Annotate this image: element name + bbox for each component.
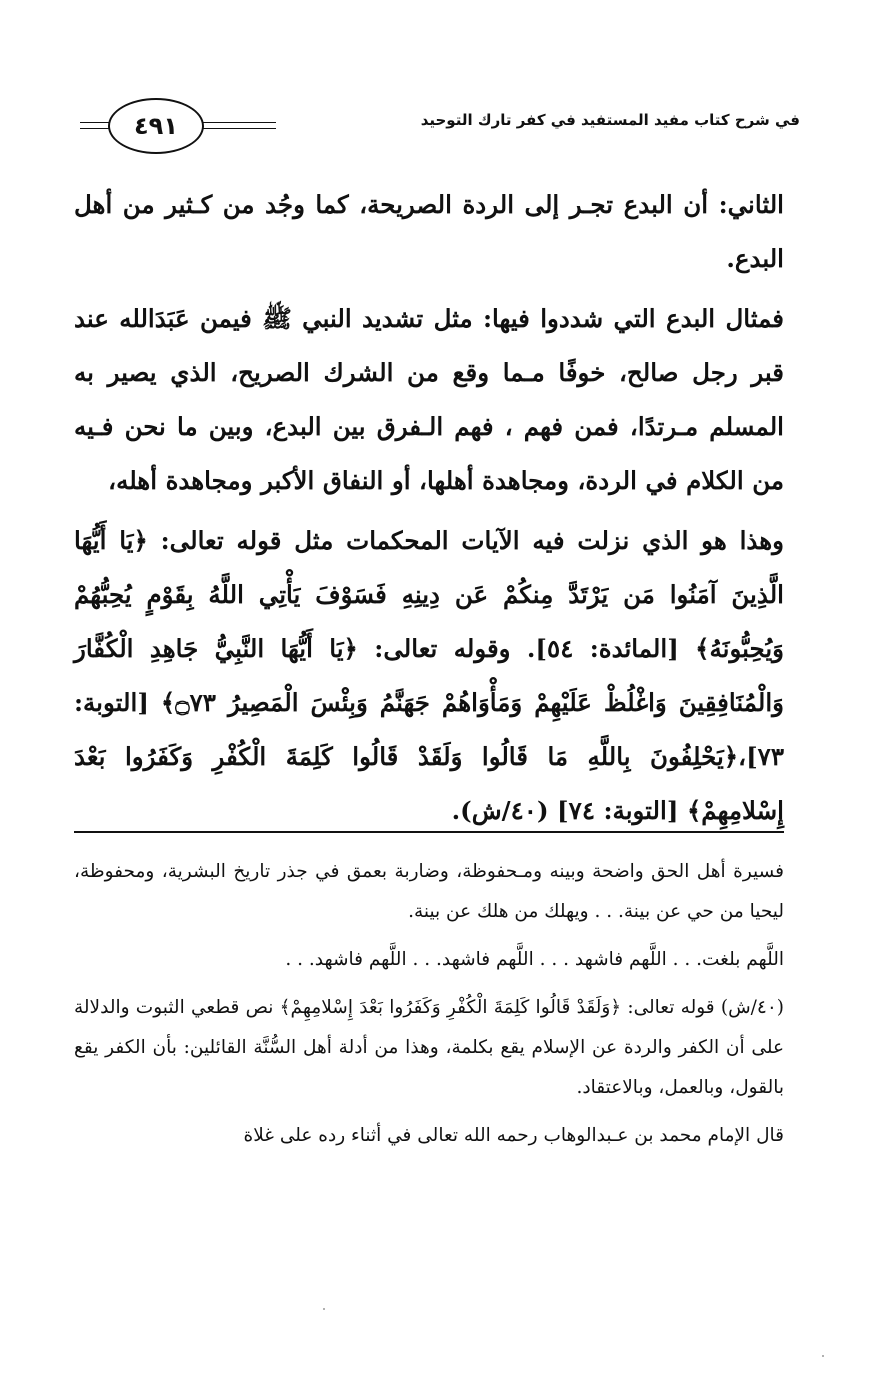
page-header [70,96,800,166]
footnotes [74,852,784,1156]
page-number-oval [108,98,204,154]
page-number: ٤٩١ [134,112,178,140]
main-text [74,178,784,838]
running-title: في شرح كتاب مفيد المستفيد في كفر تارك التوحيد [420,111,800,129]
scan-speck [822,1355,824,1357]
footnote-paragraph: قال الإمام محمد بن عـبدالوهاب رحمه الله تعالى في أثناء رده على غلاة [243,1125,784,1146]
paragraph: فمثال البدع التي شددوا فيها: مثل تشديد النبي ﷺ فيمن عَبَدَالله عند قبر رجل صالح، خوفًا مـما وقع من الشرك الصريح، الذي يصير به المسلم مـرتدًا، فمن فهم ، فهم الـفرق بين البدع، وبين ما نحن فـيه من الكلام في الردة، ومجاهدة أهلها، أو النفاق الأكبر ومجاهدة أهله، [74,304,784,495]
scan-speck [323,1308,325,1310]
paragraph: وهذا هو الذي نزلت فيه الآيات المحكمات مثل قوله تعالى: ﴿يَا أَيُّهَا الَّذِينَ آمَنُوا مَن يَرْتَدَّ مِنكُمْ عَن دِينِهِ فَسَوْفَ يَأْتِي اللَّهُ بِقَوْمٍ يُحِبُّهُمْ وَيُحِبُّونَهُ﴾ [المائدة: ٥٤]. وقوله تعالى: ﴿يَا أَيُّهَا النَّبِيُّ جَاهِدِ الْكُفَّارَ وَالْمُنَافِقِينَ وَاغْلُظْ عَلَيْهِمْ وَمَأْوَاهُمْ جَهَنَّمُ وَبِئْسَ الْمَصِيرُ ۝٧٣﴾ [التوبة: ٧٣]،﴿يَحْلِفُونَ بِاللَّهِ مَا قَالُوا وَلَقَدْ قَالُوا كَلِمَةَ الْكُفْرِ وَكَفَرُوا بَعْدَ إِسْلامِهِمْ﴾ [التوبة: ٧٤] (٤٠/ش). [74,526,785,825]
footnote-paragraph: اللَّهم بلغت. . . اللَّهم فاشهد . . . اللَّهم فاشهد. . . اللَّهم فاشهد. . . [285,949,784,970]
header-double-rule [198,122,276,129]
footnote-paragraph: (٤٠/ش) قوله تعالى: ﴿وَلَقَدْ قَالُوا كَلِمَةَ الْكُفْرِ وَكَفَرُوا بَعْدَ إِسْلامِهِمْ﴾ نص قطعي الثبوت والدلالة على أن الكفر والردة عن الإسلام يقع بكلمة، وهذا من أدلة أهل السُّنَّة القائلين: بأن الكفر يقع بالقول، وبالعمل، وبالاعتقاد. [74,997,784,1098]
paragraph: الثاني: أن البدع تجـر إلى الردة الصريحة، كما وجُد من كـثير من أهل البدع. [74,190,784,273]
footnote-separator [74,831,784,833]
footnote-paragraph: فسيرة أهل الحق واضحة وبينه ومـحفوظة، وضاربة بعمق في جذر تاريخ البشرية، ومحفوظة، ليحيا من حي عن بينة. . . ويهلك من هلك عن بينة. [74,861,784,922]
